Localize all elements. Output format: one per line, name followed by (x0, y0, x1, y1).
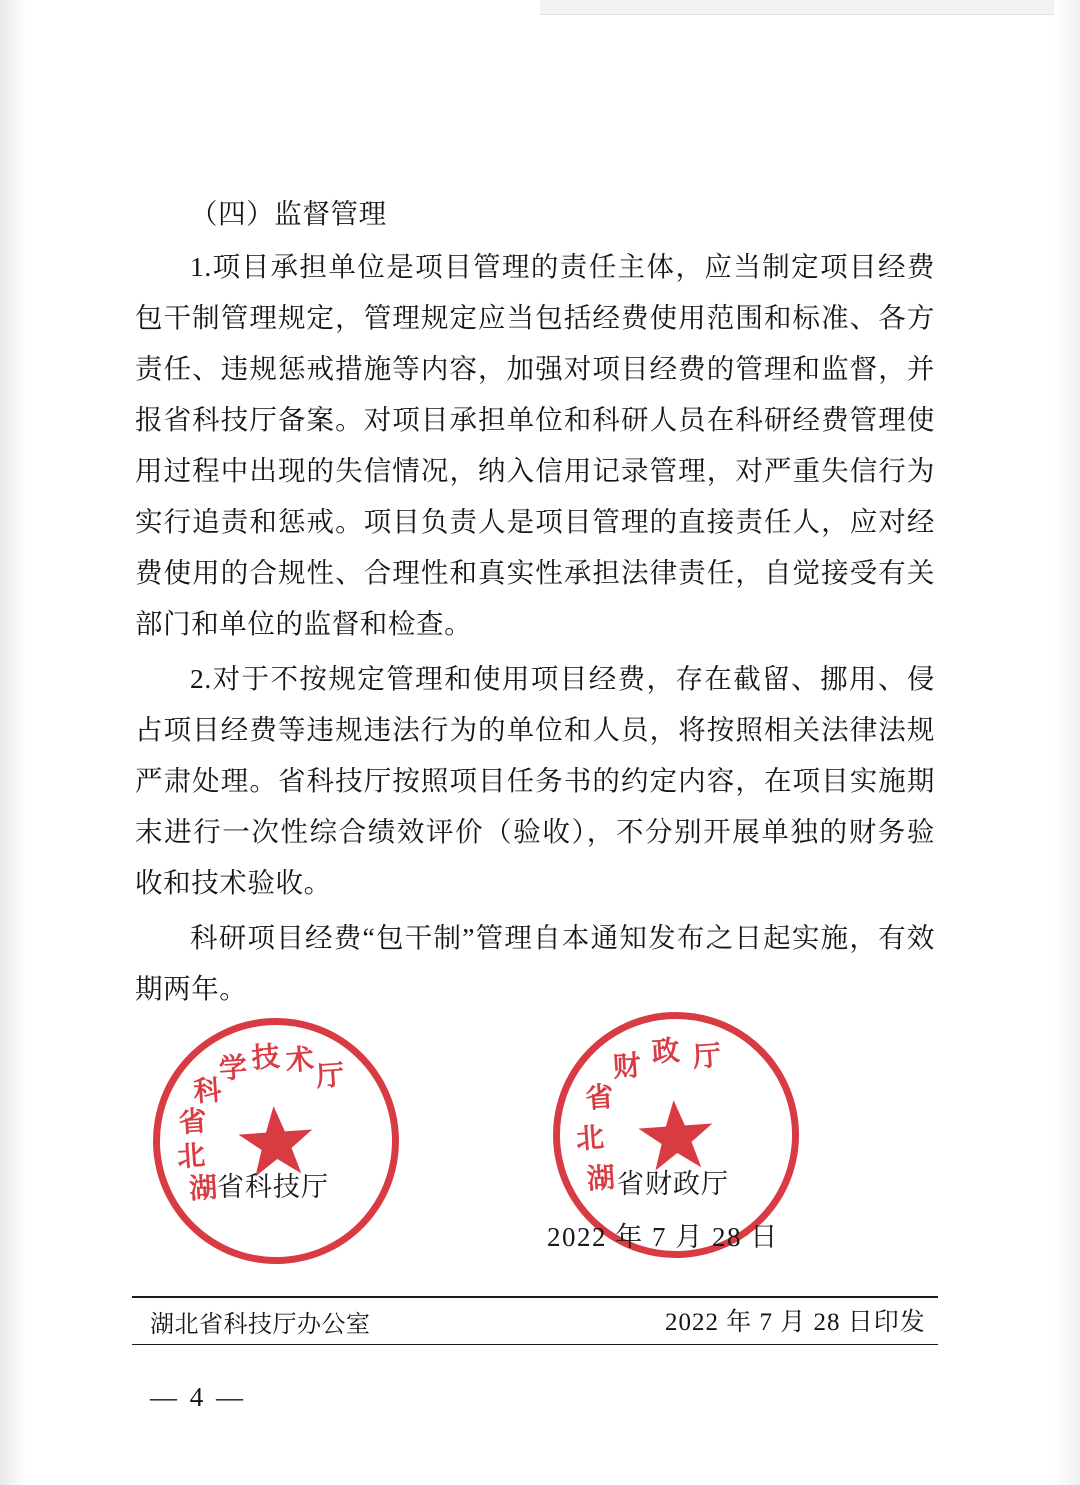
scan-edge-shadow-right (1054, 0, 1080, 1485)
hubei-science-technology-department-seal (145, 1010, 408, 1273)
document-body (135, 188, 935, 1018)
paragraph-2: 2.对于不按规定管理和使用项目经费，存在截留、挪用、侵占项目经费等违规违法行为的单位和人员，将按照相关法律法规严肃处理。省科技厅按照项目任务书的约定内容，在项目实施期末进行一次性综合绩效评价（验收），不分别开展单独的财务验收和技术验收。 (135, 663, 935, 898)
footer-divider-top (132, 1296, 938, 1298)
seal-ring-text-right: 湖 北 省 财 政 厅 (575, 1035, 723, 1196)
footer-issuer: 湖北省科技厅办公室 (150, 1311, 371, 1338)
page-number: — 4 — (150, 1382, 246, 1412)
seal-ring-text-left: 湖 北 省 科 学 技 术 厅 (176, 1041, 346, 1206)
signature-org-right: 省财政厅 (617, 1169, 729, 1199)
paragraph-3: 科研项目经费“包干制”管理自本通知发布之日起实施，有效期两年。 (135, 922, 935, 1004)
signature-block (135, 1010, 935, 1270)
scan-artifact-strip (540, 0, 1070, 15)
footer-divider-bottom (132, 1344, 938, 1345)
scan-edge-shadow-left (0, 0, 26, 1485)
signature-date: 2022 年 7 月 28 日 (547, 1222, 779, 1252)
footer-issue-date: 2022 年 7 月 28 日印发 (665, 1309, 926, 1336)
signature-org-left: 省科技厅 (217, 1172, 329, 1202)
section-heading: （四）监督管理 (190, 198, 387, 229)
paragraph-1: 1.项目承担单位是项目管理的责任主体，应当制定项目经费包干制管理规定，管理规定应当包括经费使用范围和标准、各方责任、违规惩戒措施等内容，加强对项目经费的管理和监督，并报省科技厅备案。对项目承担单位和科研人员在科研经费管理使用过程中出现的失信情况，纳入信用记录管理，对严重失信行为实行追责和惩戒。项目负责人是项目管理的直接责任人，应对经费使用的合规性、合理性和真实性承担法律责任，自觉接受有关部门和单位的监督和检查。 (135, 251, 935, 639)
